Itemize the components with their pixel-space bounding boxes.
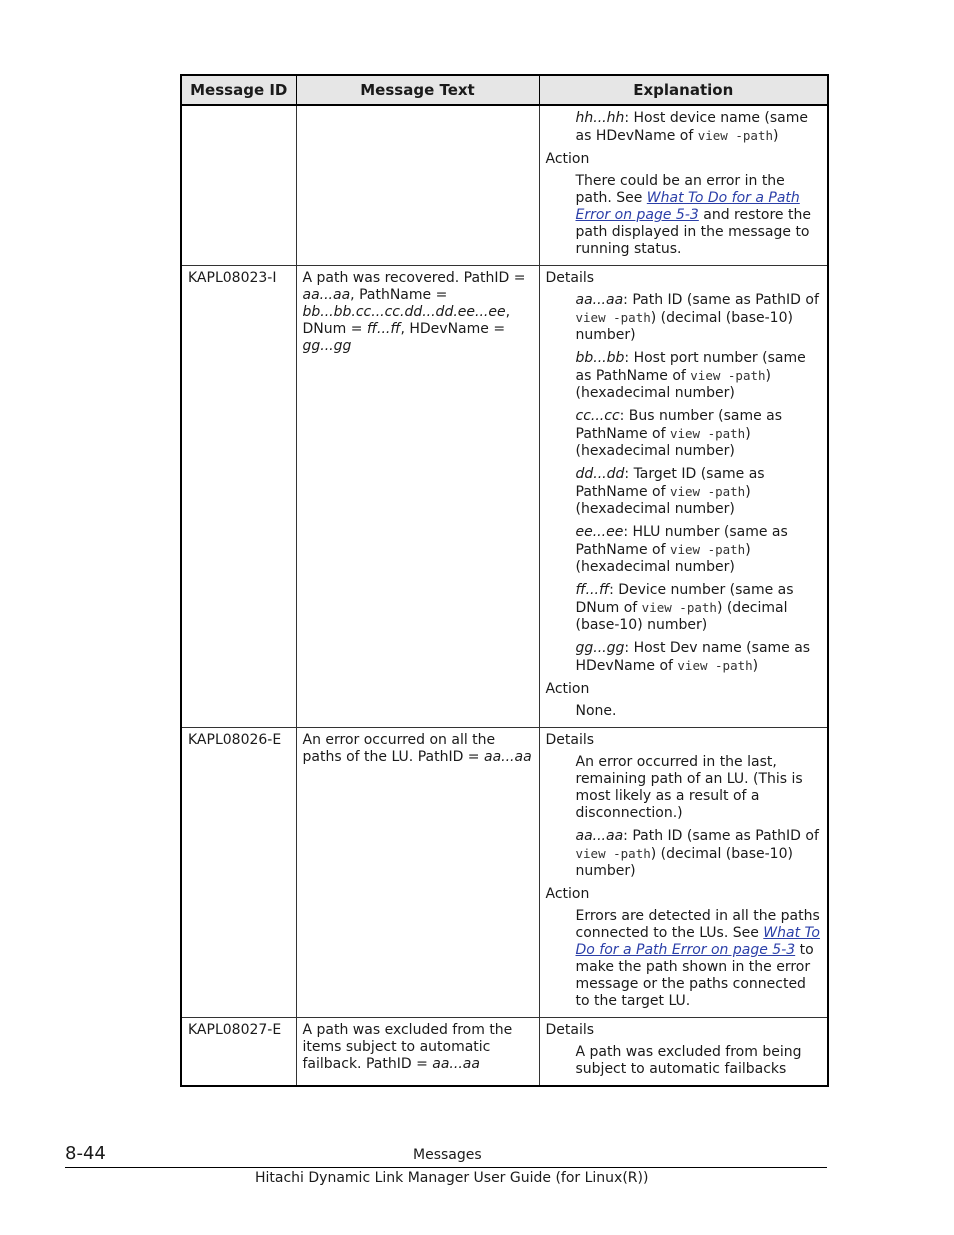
message-text-cell: [296, 1018, 539, 1087]
details-label: Details: [545, 270, 595, 286]
detail-text: ) (decimal (base-10) number): [575, 600, 788, 633]
detail-text: ): [773, 128, 779, 144]
detail-text: : Host port number (same as PathName of: [575, 350, 806, 384]
message-text-part: , HDevName =: [400, 321, 506, 337]
detail-text: ) (hexadecimal number): [575, 542, 751, 575]
variable: ff...ff: [575, 582, 610, 598]
message-id-cell: KAPL08023-I: [181, 266, 296, 728]
detail-text: ) (decimal (base-10) number): [575, 310, 793, 343]
table-row: [181, 728, 828, 1018]
message-text-part: , DNum =: [302, 304, 511, 337]
action-label: Action: [545, 886, 590, 902]
detail-item: [576, 408, 822, 460]
command-code: view -path: [690, 368, 766, 383]
variable: hh...hh: [575, 110, 625, 126]
table-row: [181, 105, 828, 266]
variable: gg...gg: [302, 338, 352, 354]
action-text-part: to make the path shown in the error message or the paths connected to the target LU.: [575, 942, 814, 1009]
cross-reference-link[interactable]: What To Do for a Path Error on page 5-3: [575, 190, 800, 223]
variable: aa...aa: [575, 828, 624, 844]
explanation-cell: [539, 1018, 828, 1087]
command-code: view -path: [669, 484, 746, 499]
cross-reference-link[interactable]: What To Do for a Path Error on page 5-3: [575, 925, 820, 958]
book-title: Hitachi Dynamic Link Manager User Guide (for Linux(R)): [255, 1170, 649, 1186]
action-label: Action: [545, 681, 590, 697]
action-text-part: Errors are detected in all the paths connected to the LUs. See: [575, 908, 820, 941]
command-code: view -path: [575, 310, 651, 325]
command-code: view -path: [669, 542, 746, 557]
variable: dd...dd: [575, 466, 625, 482]
detail-text: ) (hexadecimal number): [575, 484, 751, 517]
command-code: view -path: [697, 128, 773, 143]
message-id-cell: KAPL08026-E: [181, 728, 296, 1018]
detail-item: [576, 828, 822, 880]
detail-item: [576, 640, 822, 675]
variable: bb...bb.cc...cc.dd...dd.ee...ee: [302, 304, 506, 320]
details-label: Details: [545, 732, 595, 748]
detail-item: A path was excluded from being subject to automatic failbacks: [575, 1044, 802, 1077]
details-label: Details: [545, 1022, 595, 1038]
message-text-cell: [296, 728, 539, 1018]
variable: aa...aa: [302, 287, 351, 303]
variable: aa...aa: [432, 1056, 480, 1072]
action-text: None.: [575, 703, 617, 719]
detail-text: ): [752, 658, 759, 674]
action-text-part: and restore the path displayed in the message to running status.: [575, 207, 811, 257]
explanation-cell: [539, 728, 828, 1018]
message-id-cell: [181, 105, 296, 266]
variable: aa...aa: [484, 749, 532, 765]
message-text-part: , PathName =: [350, 287, 448, 303]
detail-item: [576, 466, 822, 518]
section-title: Messages: [413, 1147, 482, 1163]
command-code: view -path: [677, 658, 753, 673]
detail-text: ) (hexadecimal number): [575, 426, 751, 459]
detail-text: ) (decimal (base-10) number): [575, 846, 793, 879]
header-message-id: Message ID: [181, 75, 296, 105]
variable: aa...aa: [575, 292, 624, 308]
table-row: [181, 266, 828, 728]
command-code: view -path: [575, 846, 651, 861]
action-label: Action: [545, 151, 590, 167]
table-row: [181, 1018, 828, 1087]
action-text: [576, 173, 822, 258]
detail-item: [576, 110, 822, 145]
variable: ee...ee: [575, 524, 624, 540]
message-text-cell: [296, 105, 539, 266]
variable: bb...bb: [575, 350, 625, 366]
detail-item: [576, 582, 822, 634]
detail-text: ) (hexadecimal number): [575, 368, 772, 401]
message-text-part: A path was recovered. PathID =: [302, 270, 526, 286]
variable: ff...ff: [366, 321, 401, 337]
detail-text: : Path ID (same as PathID of: [623, 828, 819, 844]
detail-text: : HLU number (same as PathName of: [575, 524, 788, 558]
message-id-cell: KAPL08027-E: [181, 1018, 296, 1087]
header-message-text: Message Text: [296, 75, 539, 105]
detail-text: : Host Dev name (same as HDevName of: [575, 640, 811, 674]
detail-item: An error occurred in the last, remaining path of an LU. (This is most likely as a result of a disconnection.): [575, 754, 803, 821]
action-text: [576, 908, 822, 1010]
detail-text: : Path ID (same as PathID of: [623, 292, 819, 308]
footer-divider: [65, 1167, 827, 1168]
variable: cc...cc: [575, 408, 620, 424]
command-code: view -path: [641, 600, 717, 615]
messages-table: [180, 74, 829, 1087]
detail-text: : Target ID (same as PathName of: [575, 466, 765, 500]
variable: gg...gg: [575, 640, 625, 656]
detail-text: : Host device name (same as HDevName of: [575, 110, 809, 144]
message-text-part: An error occurred on all the paths of the LU. PathID =: [302, 732, 496, 765]
detail-item: [576, 524, 822, 576]
table-header-row: [181, 75, 828, 105]
action-text-part: There could be an error in the path. See: [575, 173, 785, 206]
message-text-cell: [296, 266, 539, 728]
detail-item: [576, 292, 822, 344]
detail-text: : Bus number (same as PathName of: [575, 408, 783, 442]
explanation-cell: [539, 105, 828, 266]
page-number: 8-44: [65, 1143, 106, 1164]
message-text-part: A path was excluded from the items subject to automatic failback. PathID =: [302, 1022, 513, 1072]
detail-text: : Device number (same as DNum of: [575, 582, 794, 616]
explanation-cell: [539, 266, 828, 728]
command-code: view -path: [669, 426, 746, 441]
detail-item: [576, 350, 822, 402]
header-explanation: Explanation: [539, 75, 828, 105]
